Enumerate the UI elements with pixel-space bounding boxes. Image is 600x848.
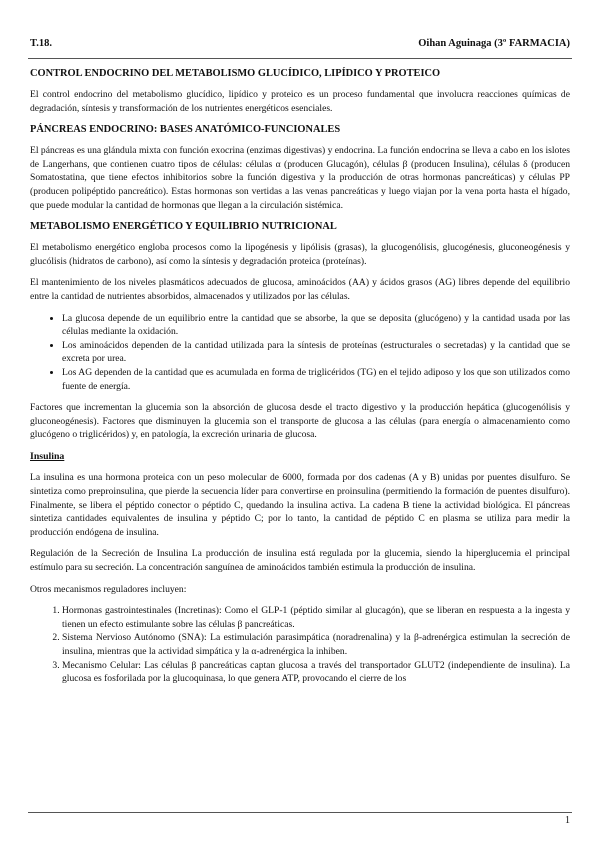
list-item: 1. Hormonas gastrointestinales (Incretinas): Como el GLP-1 (péptido similar al glucagón), que se liberan en respuesta a la ingesta y tienen un efecto estimulante sobre las células β pancreáticas. bbox=[62, 604, 570, 631]
otros-mecanismos-paragraph: Otros mecanismos reguladores incluyen: bbox=[30, 583, 187, 595]
footer-rule bbox=[28, 812, 572, 813]
pancreas-paragraph: El páncreas es una glándula mixta con función exocrina (enzimas digestivas) y endocrina. La función endocrina se lleva a cabo en los islotes de Langerhans, que contienen cuatro tipos de células: células α (producen Glucagón), células β (producen Insulina), células δ (producen Somatostatina, que tiene efectos inhibitorios sobre la función digestiva y la producción de otras hormonas pancreáticas) y células PP (producen polipéptido pancreático). Estas hormonas son vertidas a las venas pancreáticas y luego viajan por la vena porta hasta el hígado, que puede modular la cantidad de hormonas que llegan a la circulación sistémica. bbox=[30, 145, 570, 211]
regulacion-paragraph: Regulación de la Secreción de Insulina La producción de insulina está regulada por la glucemia, siendo la hiperglucemia el principal estímulo para su secreción. La concentración sanguínea de aminoácidos también estimula la producción de insulina. bbox=[30, 548, 570, 574]
glucemia-paragraph: Factores que incrementan la glucemia son la absorción de glucosa desde el tracto digestivo y la producción hepática (glucogenólisis y gluconeogénesis). Factores que disminuyen la glucemia son el transporte de glucosa a las células (para energía o almacenamiento como glucógeno o triglicéridos) y, en patología, la excreción urinaria de glucosa. bbox=[30, 402, 570, 441]
list-item: • Los aminoácidos dependen de la cantidad utilizada para la síntesis de proteínas (estructurales o secretadas) y la cantidad que se excreta por urea. bbox=[62, 339, 570, 366]
list-item: 3. Mecanismo Celular: Las células β pancreáticas captan glucosa a través del transportador GLUT2 (independiente de insulina). La glucosa es fosforilada por la glucoquinasa, lo que genera ATP, provocando el cierre de los bbox=[62, 659, 570, 686]
intro-paragraph: El control endocrino del metabolismo glucídico, lipídico y proteico es un proceso fundamental que involucra reacciones químicas de degradación, síntesis y transformación de los nutrientes energéticos esenciales. bbox=[30, 89, 570, 114]
list-item: • Los AG dependen de la cantidad que es acumulada en forma de triglicéridos (TG) en el tejido adiposo y los que son utilizados como fuente de energía. bbox=[62, 366, 570, 393]
regulator-numbered-list bbox=[30, 604, 570, 686]
list-item: 2. Sistema Nervioso Autónomo (SNA): La estimulación parasimpática (noradrenalina) y la β-adrenérgica estimulan la secreción de insulina, mientras que la actividad simpática y la α-adrenérgica la inhiben. bbox=[62, 631, 570, 658]
list-item: • La glucosa depende de un equilibrio entre la cantidad que se absorbe, la que se deposita (glucógeno) y la cantidad usada por las células mediante la oxidación. bbox=[62, 312, 570, 339]
section-heading-metabolismo: METABOLISMO ENERGÉTICO Y EQUILIBRIO NUTRICIONAL bbox=[30, 221, 337, 233]
metabolismo-paragraph-2: El mantenimiento de los niveles plasmáticos adecuados de glucosa, aminoácidos (AA) y ácidos grasos (AG) libres depende del equilibrio entre la cantidad de nutrientes absorbidos, almacenados y utilizados por las células. bbox=[30, 277, 570, 302]
metabolismo-paragraph-1: El metabolismo energético engloba procesos como la lipogénesis y lipólisis (grasas), la glucogenólisis, glucogénesis, gluconeogénesis y glucólisis (hidratos de carbono), así como la síntesis y degradación proteica (proteínas). bbox=[30, 242, 570, 267]
document-body bbox=[30, 64, 570, 686]
section-heading-pancreas: PÁNCREAS ENDOCRINO: BASES ANATÓMICO-FUNCIONALES bbox=[30, 124, 341, 136]
insulina-paragraph: La insulina es una hormona proteica con un peso molecular de 6000, formada por dos cadenas (A y B) unidas por puentes disulfuro. Se sintetiza como preproinsulina, que pierde la secuencia líder para convertirse en proinsulina (permitiendo la formación de puentes disulfuro). Finalmente, se libera el péptido conector o péptido C, quedando la insulina activa. La cadena B tiene la actividad biológica. El páncreas sintetiza cantidades equivalentes de insulina y péptido C; por lo tanto, la cantidad de péptido C en plasma se utiliza para medir la producción endógena de insulina. bbox=[30, 472, 570, 538]
page-number: 1 bbox=[565, 815, 570, 826]
document-title: CONTROL ENDOCRINO DEL METABOLISMO GLUCÍDICO, LIPÍDICO Y PROTEICO bbox=[30, 68, 441, 79]
header-rule bbox=[28, 58, 572, 59]
insulina-heading: Insulina bbox=[30, 450, 65, 462]
nutrient-bullet-list bbox=[30, 312, 570, 394]
header-author: Oihan Aguinaga (3º FARMACIA) bbox=[418, 38, 570, 49]
header-topic: T.18. bbox=[30, 38, 52, 49]
